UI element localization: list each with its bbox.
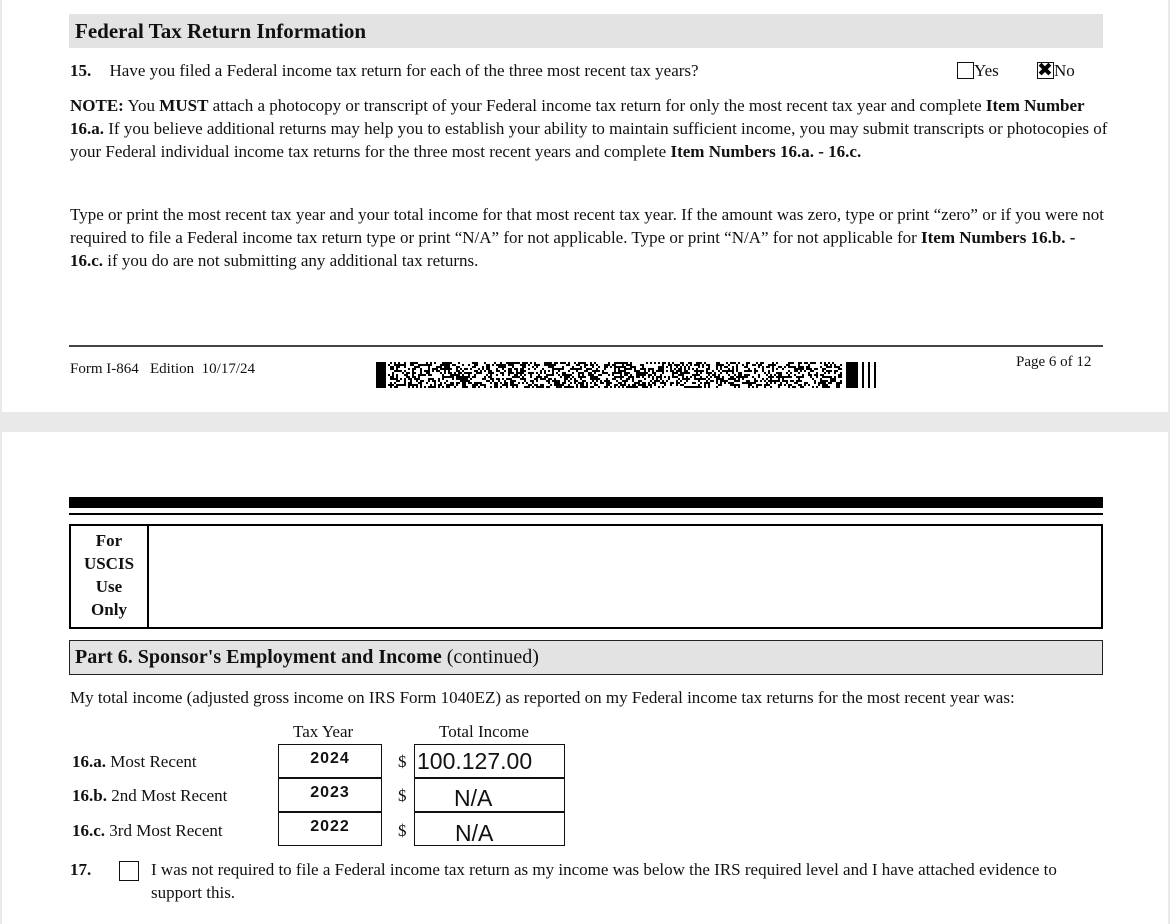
q17-text: I was not required to file a Federal income tax return as my income was below the IRS required level and I have attached evidence to support this. <box>151 860 1057 902</box>
uscis-use-box <box>69 524 1103 629</box>
q17-checkbox[interactable] <box>119 861 139 881</box>
question-17 <box>70 860 91 880</box>
tax-year-field-16a[interactable]: 2024 <box>278 744 382 778</box>
note-text: If you believe additional returns may help you to establish your ability to maintain sufficient income, you may submit transcripts or photocopies of your Federal individual income tax returns for the three most recent years and complete <box>70 119 1108 161</box>
footer-rule <box>69 345 1103 347</box>
instructions-item-ref: Item Numbers 16.b. - 16.c. <box>70 228 1076 270</box>
question-number: 15. <box>70 61 92 80</box>
part-title-text: Part 6. Sponsor's Employment and Income <box>75 646 442 668</box>
total-income-field-16c[interactable]: N/A <box>414 812 565 846</box>
tax-year-field-16c[interactable]: 2022 <box>278 812 382 846</box>
section-title: Federal Tax Return Information <box>69 14 1103 48</box>
note-label: NOTE: <box>70 96 124 115</box>
part-title <box>69 640 1103 675</box>
q15-no-checkbox[interactable] <box>1037 62 1054 79</box>
q15-no-option[interactable] <box>1037 61 1075 81</box>
total-income-field-16b[interactable]: N/A <box>414 778 565 812</box>
total-income-field-16a[interactable]: 100.127.00 <box>414 744 565 778</box>
form-page-7 <box>2 432 1168 924</box>
currency-symbol: $ <box>398 786 407 805</box>
q15-yes-checkbox[interactable] <box>957 62 974 79</box>
form-number: Form I-864 <box>70 361 139 377</box>
q15-yes-option[interactable] <box>957 61 999 81</box>
header-rule <box>69 513 1103 515</box>
total-income-header: Total Income <box>439 722 529 741</box>
row-label-16b: 16.b. 2nd Most Recent <box>72 786 228 805</box>
form-page-6 <box>2 0 1168 412</box>
note-item-ref: Item Number 16.a. <box>70 96 1085 138</box>
instructions-text: Type or print the most recent tax year and your total income for that most recent tax year. If the amount was zero, type or print “zero” or if you were not required to file a Federal income tax return type or print “N/A” for not applicable. Type or print “N/A” for not applicable for <box>70 205 1105 247</box>
barcode <box>376 362 878 388</box>
note-text: attach a photocopy or transcript of your Federal income tax return for only the most recent tax year and complete <box>208 96 986 115</box>
tax-year-header: Tax Year <box>293 722 354 741</box>
header-bar <box>69 497 1103 508</box>
income-intro: My total income (adjusted gross income on IRS Form 1040EZ) as reported on my Federal income tax returns for the most recent year was: <box>70 688 1015 707</box>
q15-no-label: No <box>1054 61 1075 80</box>
question-text: Have you filed a Federal income tax return for each of the three most recent tax years? <box>109 61 699 80</box>
edition-date: 10/17/24 <box>201 361 256 377</box>
page-number: Page 6 of 12 <box>1016 354 1092 370</box>
uscis-use-label: For USCIS Use Only <box>71 526 149 627</box>
note-paragraph <box>70 94 1110 163</box>
instructions-text: if you do are not submitting any additional tax returns. <box>103 251 479 270</box>
q15-yes-label: Yes <box>974 61 999 80</box>
edition-label: Edition <box>150 361 195 377</box>
row-label-16a: 16.a. Most Recent <box>72 752 197 771</box>
question-number: 17. <box>70 860 92 879</box>
footer-form-info <box>70 361 255 378</box>
part-title-suffix: (continued) <box>441 646 539 668</box>
note-item-ref: Item Numbers 16.a. - 16.c. <box>670 142 862 161</box>
question-15 <box>70 61 699 81</box>
note-emphasis: MUST <box>159 96 209 115</box>
row-label-16c: 16.c. 3rd Most Recent <box>72 821 223 840</box>
instructions-paragraph <box>70 203 1110 272</box>
currency-symbol: $ <box>398 821 407 840</box>
note-text: You <box>123 96 160 115</box>
tax-year-field-16b[interactable]: 2023 <box>278 778 382 812</box>
currency-symbol: $ <box>398 752 407 771</box>
